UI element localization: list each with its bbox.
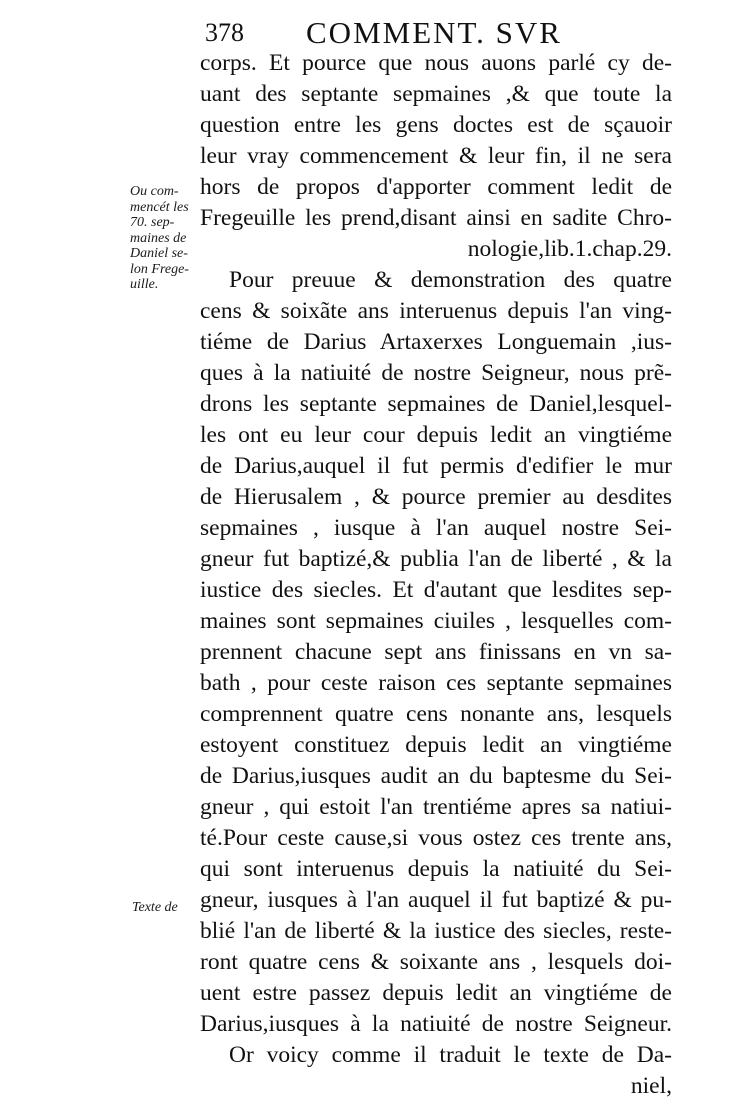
text-line: gneur fut baptizé,& publia l'an de liberté , & la (200, 546, 672, 572)
text-line: blié l'an de liberté & la iustice des siecles, reste- (200, 918, 672, 944)
text-line: nologie,lib.1.chap.29. (467, 236, 672, 262)
text-line: bath , pour ceste raison ces septante sepmaines (200, 670, 672, 696)
text-line: gneur , qui estoit l'an trentiéme apres sa natiui- (200, 794, 672, 820)
margin-note-line: uille. (130, 277, 159, 292)
margin-note-line: Texte de (132, 900, 178, 915)
text-line: uent estre passez depuis ledit an vingtiéme de (200, 980, 672, 1006)
text-line: comprennent quatre cens nonante ans, lesquels (200, 701, 672, 727)
text-line: corps. Et pource que nous auons parlé cy de- (200, 50, 672, 76)
margin-note-line: mencét les (130, 199, 189, 215)
text-line: leur vray commencement & leur fin, il ne sera (200, 143, 672, 169)
text-line: gneur, iusques à l'an auquel il fut baptizé & pu- (200, 887, 672, 913)
text-line: Fregeuille les prend,disant ainsi en sadite Chro- (200, 205, 672, 231)
text-line: maines sont sepmaines ciuiles , lesquelles com- (200, 608, 672, 634)
text-line: question entre les gens doctes est de sçauoir (200, 112, 672, 138)
margin-note-line: lon Frege- (130, 261, 189, 277)
text-line: cens & soixãte ans interuenus depuis l'an ving- (200, 298, 672, 324)
page-number: 378 (205, 18, 244, 47)
text-line: de Darius,iusques audit an du baptesme du Sei- (200, 763, 672, 789)
margin-note-line: maines de (130, 230, 187, 246)
text-line: iustice des siecles. Et d'autant que lesdites sep- (200, 577, 672, 603)
running-title: COMMENT. SVR (306, 15, 562, 50)
text-line: de Darius,auquel il fut permis d'edifier le mur (200, 453, 672, 479)
margin-note-texte (132, 900, 200, 916)
text-line: prennent chacune sept ans finissans en vn sa- (200, 639, 672, 665)
text-line: ront quatre cens & soixante ans , lesquels doi- (200, 949, 672, 975)
text-line: tiéme de Darius Artaxerxes Longuemain ,ius- (200, 329, 672, 355)
text-line: qui sont interuenus depuis la natiuité du Sei- (200, 856, 672, 882)
text-line: drons les septante sepmaines de Daniel,lesquel- (200, 391, 672, 417)
margin-note-line: Daniel se- (130, 246, 188, 261)
text-line: Pour preuue & demonstration des quatre (229, 267, 672, 293)
text-line: estoyent constituez depuis ledit an vingtiéme (200, 732, 672, 758)
margin-note-daniel-weeks (130, 184, 200, 293)
margin-note-line: Ou com- (130, 184, 179, 199)
text-line: Or voicy comme il traduit le texte de Da- (229, 1042, 672, 1068)
text-line: uant des septante sepmaines ,& que toute la (200, 81, 672, 107)
margin-note-line: 70. sep- (130, 215, 175, 230)
text-line: té.Pour ceste cause,si vous ostez ces trente ans, (200, 825, 672, 851)
text-line: Darius,iusques à la natiuité de nostre Seigneur. (200, 1011, 672, 1037)
text-line: de Hierusalem , & pource premier au desdites (200, 484, 672, 510)
text-line: sepmaines , iusque à l'an auquel nostre Sei- (200, 515, 672, 541)
text-line: hors de propos d'apporter comment ledit de (200, 174, 672, 200)
text-line: niel, (630, 1073, 672, 1099)
text-line: les ont eu leur cour depuis ledit an vingtiéme (200, 422, 672, 448)
text-line: ques à la natiuité de nostre Seigneur, nous prẽ- (200, 360, 672, 386)
body-text (200, 48, 672, 1102)
